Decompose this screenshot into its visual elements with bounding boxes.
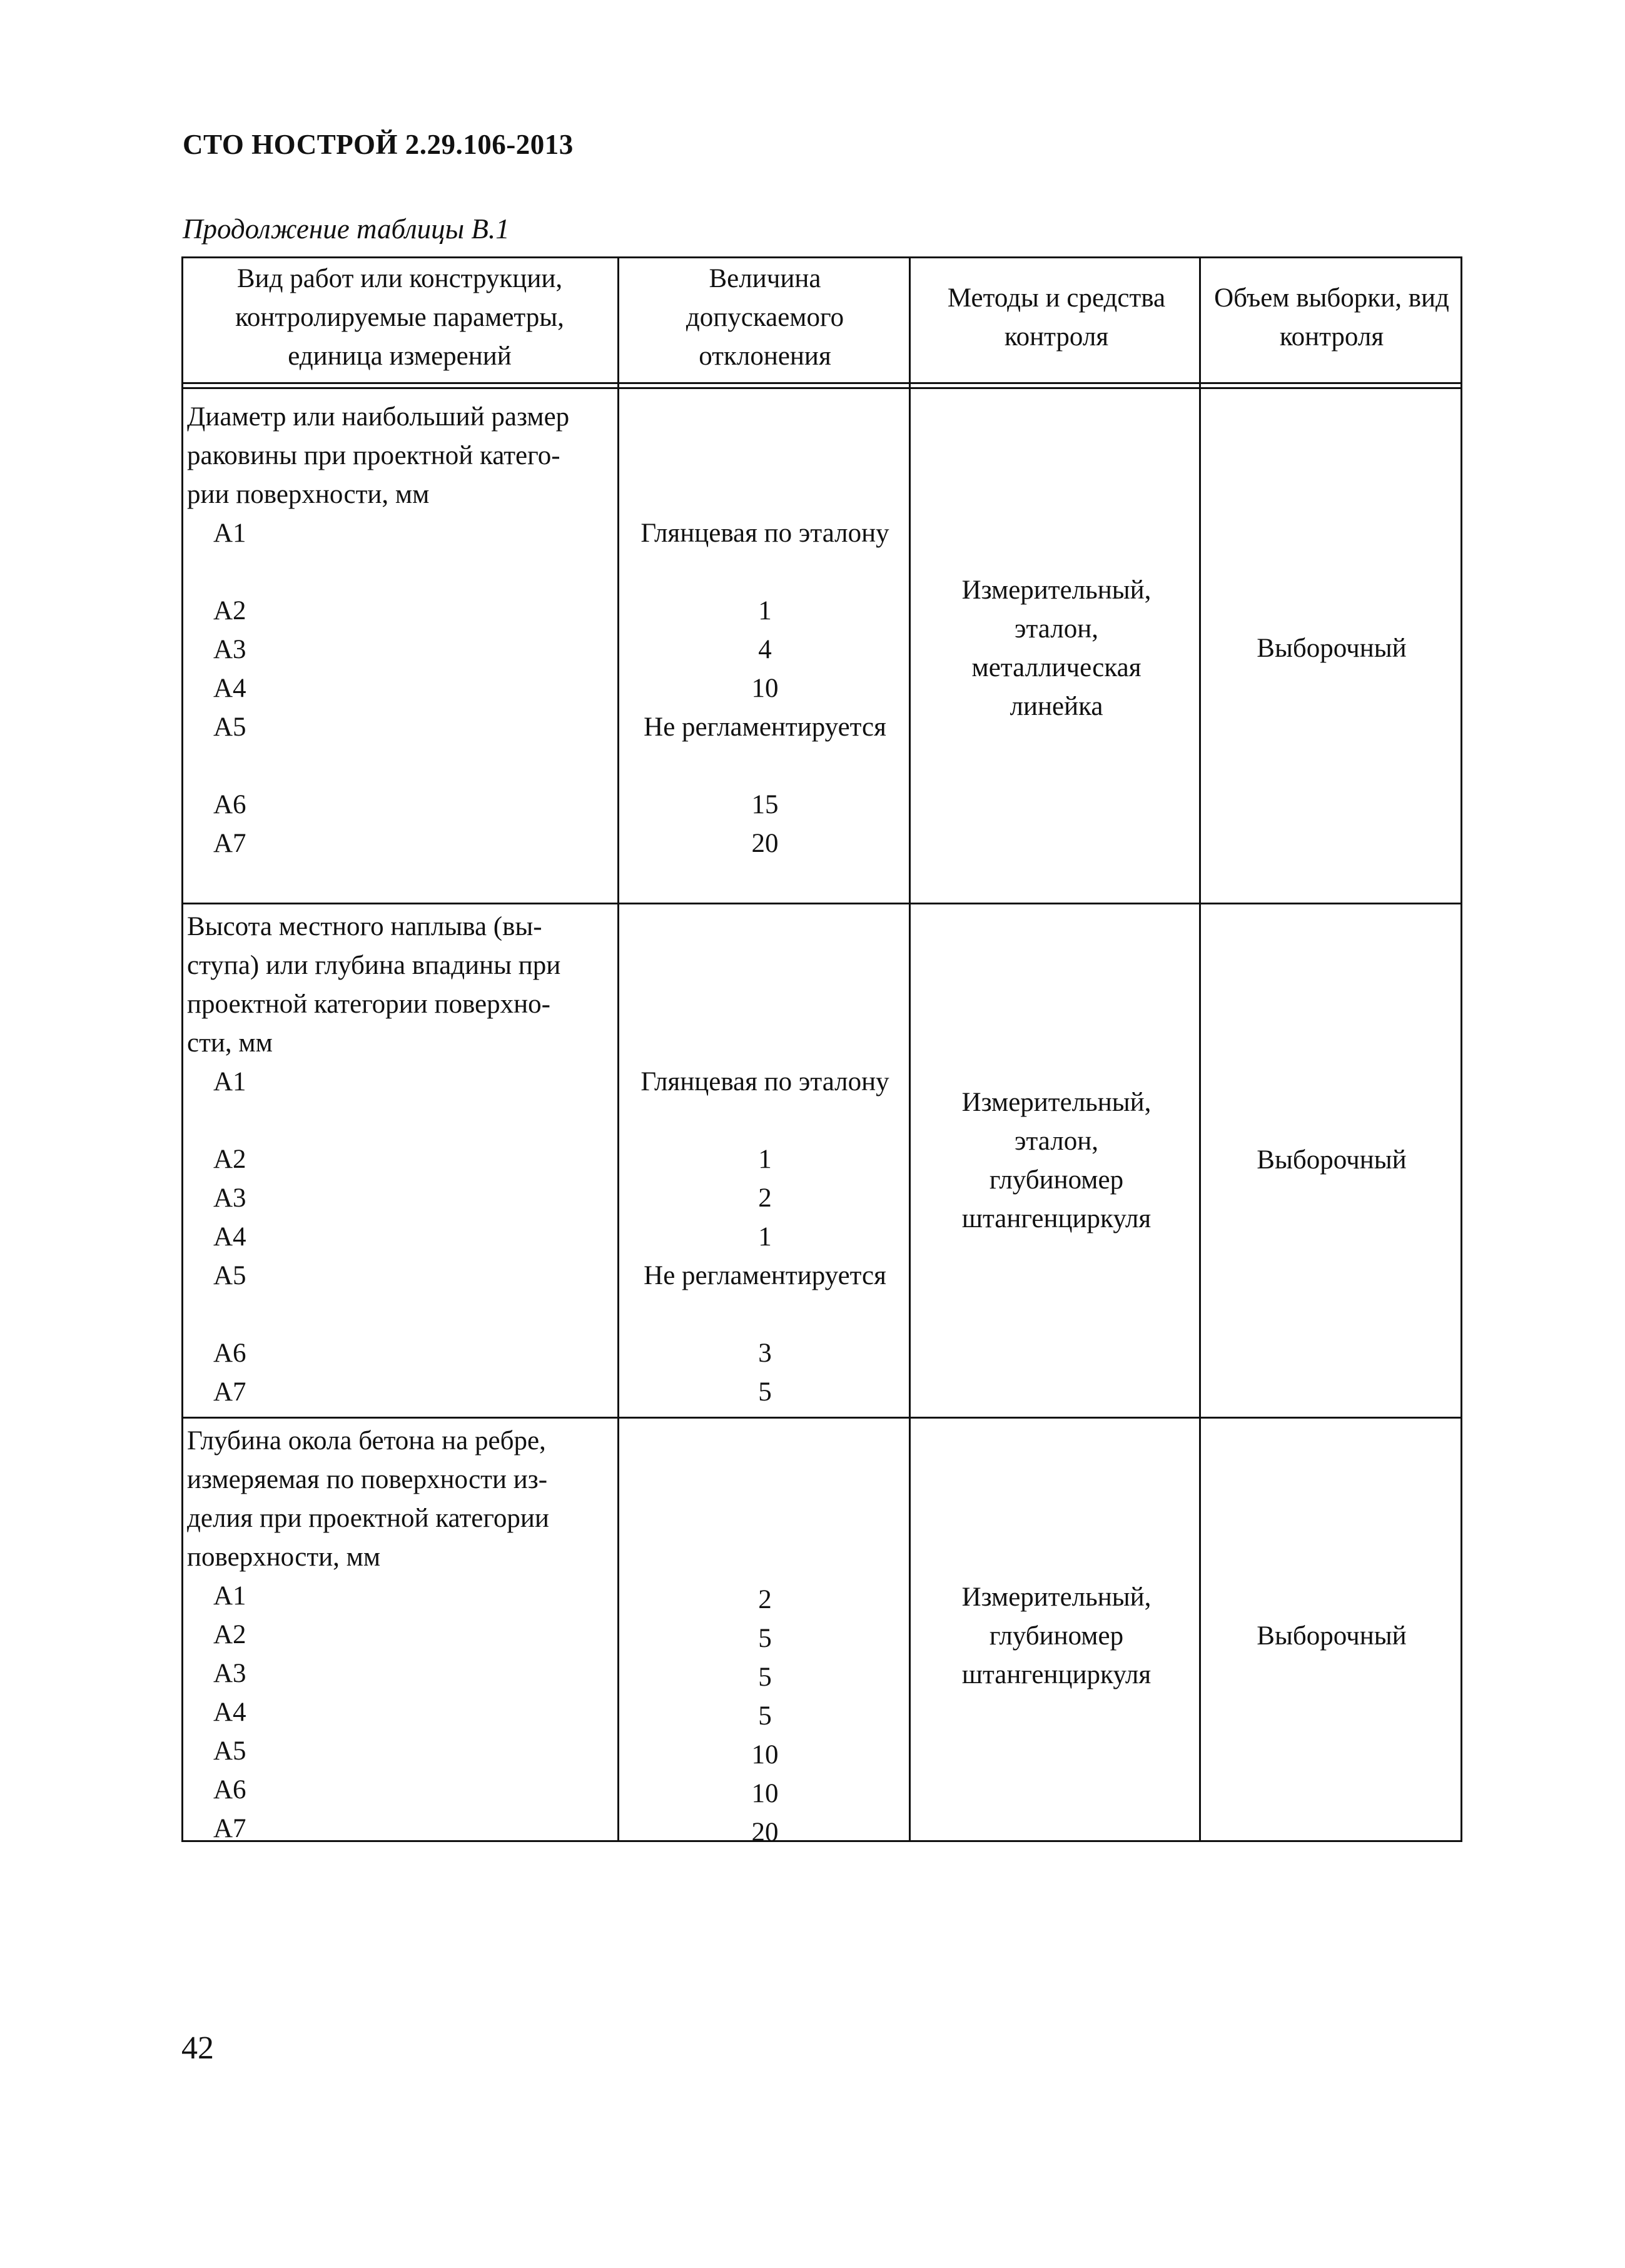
- tolerance-value: 10: [751, 1779, 779, 1808]
- header-line: контролируемые параметры,: [235, 303, 564, 332]
- surface-category: А5: [213, 1261, 246, 1290]
- tolerance-value: Глянцевая по эталону: [640, 519, 889, 548]
- parameter-line: сти, мм: [187, 1028, 273, 1058]
- surface-category: А5: [213, 1736, 246, 1766]
- surface-category: А7: [213, 1377, 246, 1407]
- tolerance-value: 5: [758, 1663, 772, 1692]
- parameter-line: поверхности, мм: [187, 1542, 381, 1572]
- tolerance-value: 20: [751, 1818, 779, 1847]
- row-divider: [183, 903, 1460, 904]
- parameter-line: рии поверхности, мм: [187, 480, 430, 509]
- parameter-line: ступа) или глубина впадины при: [187, 951, 561, 980]
- method-line: линейка: [1010, 692, 1103, 721]
- parameter-line: Высота местного наплыва (вы-: [187, 912, 542, 941]
- header-line: Методы и средства: [947, 283, 1166, 313]
- method-line: эталон,: [1015, 614, 1098, 644]
- sample-type: Выборочный: [1257, 1145, 1407, 1175]
- surface-category: А7: [213, 829, 246, 858]
- surface-category: А3: [213, 635, 246, 664]
- header-cell-tolerance: [621, 260, 909, 376]
- row2-methods-cell: [913, 1083, 1200, 1238]
- surface-category: А4: [213, 1222, 246, 1252]
- surface-category: А3: [213, 1183, 246, 1213]
- method-line: Измерительный,: [961, 1582, 1152, 1612]
- parameter-line: Диаметр или наибольший размер: [187, 402, 570, 432]
- sample-type: Выборочный: [1257, 634, 1407, 663]
- parameter-line: раковины при проектной катего-: [187, 441, 560, 470]
- tolerance-value: [621, 747, 909, 786]
- row2-sample-cell: [1204, 1141, 1459, 1180]
- tolerance-value: 1: [758, 1222, 772, 1252]
- parameter-line: Глубина окола бетона на ребре,: [187, 1426, 546, 1455]
- tolerance-value: 4: [758, 635, 772, 664]
- surface-category: А6: [213, 1775, 246, 1805]
- row1-methods-cell: [913, 571, 1200, 726]
- row2-parameter-cell: [187, 908, 612, 1412]
- tolerance-value: 15: [751, 790, 779, 819]
- tolerance-value: [621, 1295, 909, 1334]
- surface-category: [187, 1101, 612, 1140]
- tolerance-value: 10: [751, 1740, 779, 1769]
- tolerance-value: 5: [758, 1377, 772, 1407]
- tolerance-value: 1: [758, 596, 772, 625]
- surface-category: [187, 553, 612, 592]
- sample-type: Выборочный: [1257, 1621, 1407, 1651]
- tolerance-value: Не регламентируется: [644, 1261, 886, 1290]
- tolerance-value: 10: [751, 674, 779, 703]
- tolerance-value: 5: [758, 1624, 772, 1653]
- header-line: единица измерений: [288, 342, 512, 371]
- tolerance-table: [181, 256, 1462, 1847]
- row1-tolerance-cell: [621, 514, 909, 863]
- table-continuation-caption: Продолжение таблицы В.1: [183, 213, 510, 245]
- surface-category: А2: [213, 1620, 246, 1649]
- row3-tolerance-cell: [621, 1581, 909, 1852]
- surface-category: А6: [213, 1339, 246, 1368]
- method-line: глубиномер: [989, 1165, 1124, 1195]
- tolerance-value: 5: [758, 1701, 772, 1731]
- surface-category: А5: [213, 712, 246, 742]
- page-number: 42: [181, 2030, 214, 2066]
- method-line: Измерительный,: [961, 1088, 1152, 1117]
- header-divider: [183, 382, 1460, 384]
- surface-category: А2: [213, 596, 246, 625]
- tolerance-value: [621, 553, 909, 592]
- tolerance-value: 3: [758, 1339, 772, 1368]
- surface-category: [187, 747, 612, 786]
- row3-methods-cell: [913, 1578, 1200, 1694]
- column-divider: [909, 258, 911, 1840]
- surface-category: А4: [213, 1698, 246, 1727]
- tolerance-value: Не регламентируется: [644, 712, 886, 742]
- document-code: СТО НОСТРОЙ 2.29.106-2013: [183, 129, 574, 160]
- row2-tolerance-cell: [621, 1063, 909, 1412]
- column-divider: [617, 258, 619, 1840]
- tolerance-value: 2: [758, 1183, 772, 1213]
- tolerance-value: [621, 1101, 909, 1140]
- method-line: глубиномер: [989, 1621, 1124, 1651]
- header-line: контроля: [1004, 322, 1109, 352]
- row3-parameter-cell: [187, 1422, 612, 1848]
- surface-category: А1: [213, 1067, 246, 1096]
- header-divider: [183, 387, 1460, 389]
- surface-category: А6: [213, 790, 246, 819]
- header-cell-sample: [1204, 279, 1459, 357]
- tolerance-value: 1: [758, 1145, 772, 1174]
- header-line: контроля: [1279, 322, 1384, 352]
- header-cell-methods: [913, 279, 1200, 357]
- surface-category: А7: [213, 1814, 246, 1843]
- surface-category: А2: [213, 1145, 246, 1174]
- surface-category: А4: [213, 674, 246, 703]
- row3-sample-cell: [1204, 1617, 1459, 1656]
- method-line: Измерительный,: [961, 575, 1152, 605]
- header-line: отклонения: [699, 342, 831, 371]
- surface-category: А1: [213, 519, 246, 548]
- header-line: допускаемого: [686, 303, 844, 332]
- parameter-line: проектной категории поверхно-: [187, 990, 550, 1019]
- method-line: штангенциркуля: [961, 1660, 1152, 1689]
- header-line: Объем выборки, вид: [1214, 283, 1449, 313]
- header-line: Величина: [709, 264, 821, 293]
- header-line: Вид работ или конструкции,: [236, 264, 563, 293]
- method-line: металлическая: [971, 653, 1142, 682]
- row-divider: [183, 1417, 1460, 1419]
- header-cell-parameter: [187, 260, 612, 376]
- surface-category: А1: [213, 1581, 246, 1611]
- parameter-line: делия при проектной категории: [187, 1504, 549, 1533]
- tolerance-value: Глянцевая по эталону: [640, 1067, 889, 1096]
- method-line: штангенциркуля: [961, 1204, 1152, 1233]
- row1-sample-cell: [1204, 629, 1459, 668]
- tolerance-value: 20: [751, 829, 779, 858]
- surface-category: [187, 1295, 612, 1334]
- parameter-line: измеряемая по поверхности из-: [187, 1465, 548, 1494]
- tolerance-value: 2: [758, 1585, 772, 1614]
- surface-category: А3: [213, 1659, 246, 1688]
- row1-parameter-cell: [187, 398, 612, 863]
- method-line: эталон,: [1015, 1126, 1098, 1156]
